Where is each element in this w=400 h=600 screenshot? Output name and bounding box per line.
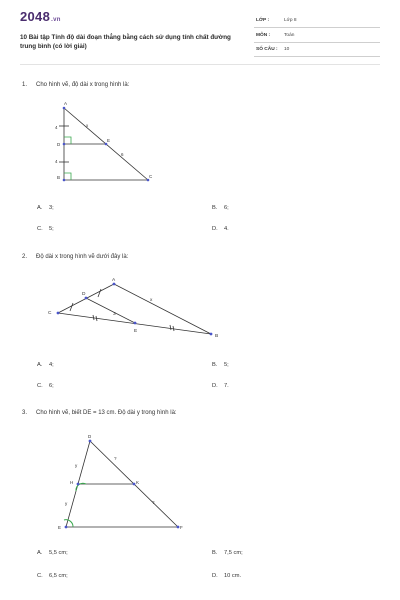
q1-option-c[interactable]: C. 5; xyxy=(37,226,54,232)
question-text: Cho hình vẽ, biết DE = 13 cm. Độ dài y trong hình là: xyxy=(36,410,177,416)
subject-label: MÔN : xyxy=(256,33,271,38)
fig1-label-d: D xyxy=(57,142,61,147)
fig1-label-c: C xyxy=(149,174,153,179)
q1-option-a[interactable]: A. 3; xyxy=(37,205,54,211)
fig1-x: x xyxy=(86,123,89,128)
fig3-label-f: F xyxy=(180,525,183,530)
q3-option-c[interactable]: C. 6,5 cm; xyxy=(37,573,68,579)
q2-option-d[interactable]: D. 7. xyxy=(212,383,229,389)
fig3-label-h: H xyxy=(70,480,74,485)
fig2-three: 3 xyxy=(113,312,116,317)
fig3-label-e: E xyxy=(58,525,62,530)
logo-text: 2048 xyxy=(20,9,51,24)
question-number: 3. xyxy=(22,410,28,416)
fig2-label-d: D xyxy=(82,292,86,297)
subject-value: Toán xyxy=(284,33,295,38)
fig3-y2: y xyxy=(65,501,68,506)
question-number: 2. xyxy=(22,254,28,260)
fig1-side-2: 4 xyxy=(55,159,58,164)
fig2-label-c: C xyxy=(48,311,52,316)
count-label: SỐ CÂU : xyxy=(256,47,278,52)
fig3-label-k: K xyxy=(136,480,140,485)
q1-option-d[interactable]: D. 4. xyxy=(212,226,229,232)
class-value: Lớp 8 xyxy=(284,18,297,23)
q2-option-c[interactable]: C. 6; xyxy=(37,383,54,389)
fig3-q1: ? xyxy=(114,456,117,461)
count-value: 10 xyxy=(284,47,290,52)
fig1-label-e: E xyxy=(107,138,111,143)
class-label: LỚP : xyxy=(256,18,270,23)
logo-suffix: .vn xyxy=(51,17,61,23)
q2-option-a[interactable]: A. 4; xyxy=(37,362,54,368)
q1-option-b[interactable]: B. 6; xyxy=(212,205,229,211)
q3-option-d[interactable]: D. 10 cm. xyxy=(212,573,242,579)
q3-option-b[interactable]: B. 7,5 cm; xyxy=(212,550,243,556)
q3-option-a[interactable]: A. 5,5 cm; xyxy=(37,550,68,556)
fig1-label-b: B xyxy=(57,175,61,180)
fig1-label-a: A xyxy=(64,101,68,106)
fig2-label-e: E xyxy=(134,329,138,334)
fig1-six: 6 xyxy=(121,152,124,157)
fig2-label-b: B xyxy=(215,334,219,339)
question-text: Cho hình vẽ, độ dài x trong hình là: xyxy=(36,82,130,88)
fig1-side-1: 4 xyxy=(55,125,58,130)
fig3-label-d: D xyxy=(88,434,92,439)
fig2-x: x xyxy=(150,298,153,303)
question-number: 1. xyxy=(22,82,28,88)
document-title: 10 Bài tập Tính độ dài đoạn thẳng bằng cách sử dụng tính chất đường trung bình (có lời giải) xyxy=(20,34,231,50)
question-text: Độ dài x trong hình vẽ dưới đây là: xyxy=(36,254,129,260)
q2-option-b[interactable]: B. 5; xyxy=(212,362,229,368)
fig2-label-a: A xyxy=(112,278,116,283)
fig3-y1: y xyxy=(75,463,78,468)
fig3-q2: ? xyxy=(152,500,155,505)
